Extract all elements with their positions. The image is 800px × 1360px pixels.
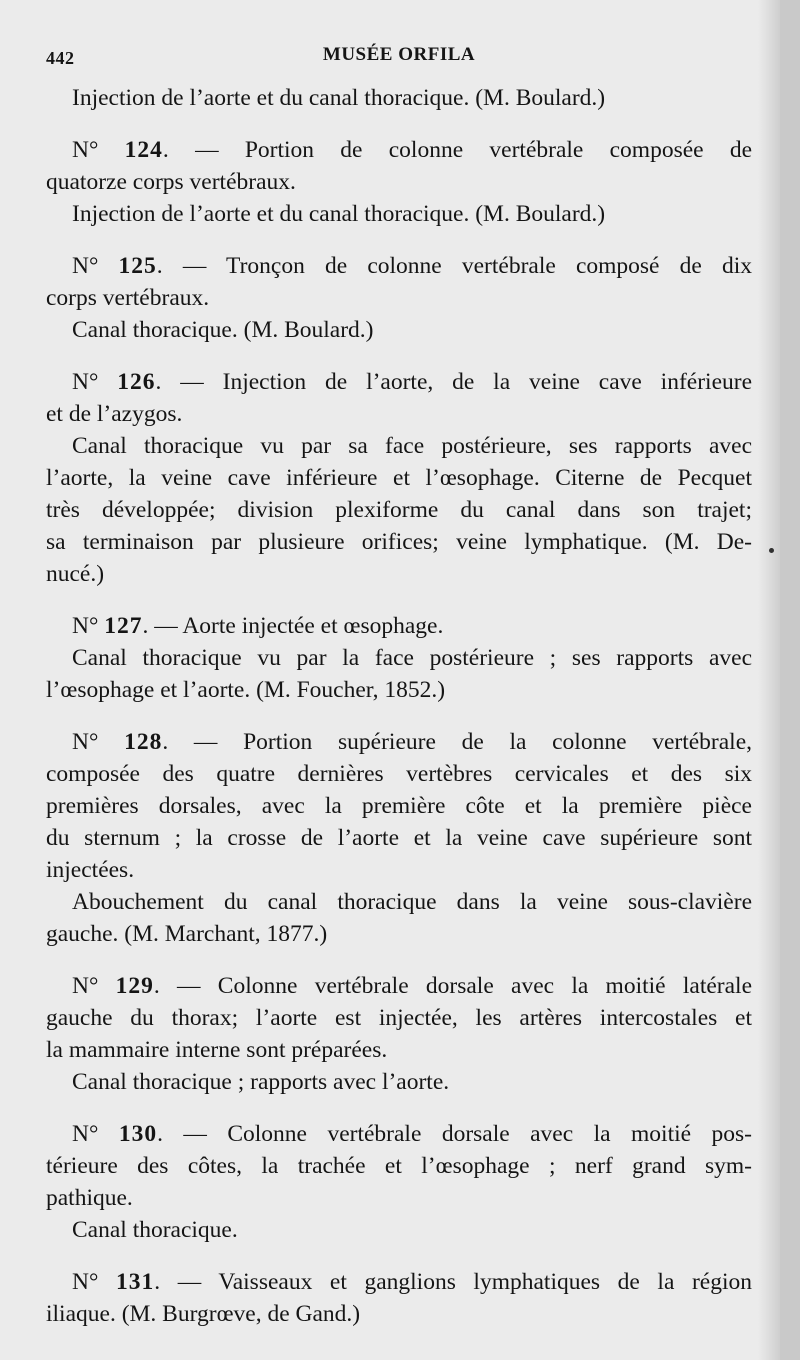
entry-text-line: N° 127. — Aorte injectée et œsophage. bbox=[72, 613, 444, 639]
entry-text-line: N° 129. — Colonne vertébrale dorsale avec la moitié latérale bbox=[72, 973, 752, 999]
entry-text-line bbox=[46, 198, 752, 230]
entry-number: 125 bbox=[118, 253, 157, 279]
entry-number-prefix: N° bbox=[72, 729, 99, 755]
entry-line-text: Canal thoracique vu par la face postérieure ; ses rapports avec bbox=[72, 645, 752, 671]
entry-number-prefix: N° bbox=[72, 613, 99, 639]
entry-line-text: — Colonne vertébrale dorsale avec la moitié pos- bbox=[183, 1121, 752, 1147]
entry-line-text: corps vertébraux. bbox=[46, 285, 210, 311]
entry-text-line bbox=[46, 790, 752, 822]
entry-line-text: — Injection de l’aorte, de la veine cave inférieure bbox=[180, 369, 753, 395]
entry-line-text: Canal thoracique. bbox=[72, 1217, 238, 1243]
entry-text-line bbox=[46, 430, 752, 462]
entry-text-line: N° 126. — Injection de l’aorte, de la veine cave inférieure bbox=[72, 369, 753, 395]
entry-text-line bbox=[46, 1182, 752, 1214]
catalogue-entry-125 bbox=[46, 250, 752, 346]
entry-number: 130 bbox=[118, 1121, 158, 1147]
entry-line-text: — Portion supérieure de la colonne vertébrale, bbox=[193, 729, 753, 755]
entry-text-line bbox=[46, 398, 752, 430]
entry-line-text: — Colonne vertébrale dorsale avec la moitié latérale bbox=[177, 973, 752, 999]
entry-number-prefix: N° bbox=[72, 1269, 99, 1295]
entry-line-text: composée des quatre dernières vertèbres cervicales et des six bbox=[46, 761, 752, 787]
catalogue-entry-129 bbox=[46, 970, 752, 1098]
catalogue-entry-127 bbox=[46, 610, 752, 706]
entry-number: 126 bbox=[117, 369, 156, 395]
entry-line-text: Canal thoracique. (M. Boulard.) bbox=[72, 317, 374, 343]
entry-text-line bbox=[46, 674, 752, 706]
entry-number: 127 bbox=[104, 613, 143, 639]
entry-line-text: l’aorte, la veine cave inférieure et l’œsophage. Citerne de Pecquet bbox=[46, 465, 752, 491]
running-title: MUSÉE ORFILA bbox=[322, 44, 476, 65]
entry-line-text: gauche. (M. Marchant, 1877.) bbox=[46, 921, 328, 947]
entry-text-line bbox=[46, 82, 752, 114]
catalogue-entry-128 bbox=[46, 726, 752, 950]
entry-text-line bbox=[46, 494, 752, 526]
entry-text-line: N° 128. — Portion supérieure de la colonne vertébrale, bbox=[72, 729, 753, 755]
entry-text-line bbox=[46, 854, 752, 886]
entry-line-text: — Portion de colonne vertébrale composée de bbox=[195, 137, 753, 163]
entry-line-text: Canal thoracique ; rapports avec l’aorte. bbox=[72, 1069, 450, 1095]
entry-number-prefix: N° bbox=[72, 137, 99, 163]
catalogue-entry-131 bbox=[46, 1266, 752, 1330]
entry-text-line bbox=[46, 282, 752, 314]
entry-text-line bbox=[46, 642, 752, 674]
entry-line-text: quatorze corps vertébraux. bbox=[46, 169, 296, 195]
entry-line-text: — Aorte injectée et œsophage. bbox=[154, 613, 444, 639]
entry-line-text: nucé.) bbox=[46, 561, 105, 587]
entry-text-line bbox=[46, 558, 752, 590]
entry-number-prefix: N° bbox=[72, 253, 99, 279]
entry-text-line bbox=[46, 918, 752, 950]
scan-speck bbox=[769, 548, 774, 553]
entry-number: 124 bbox=[124, 137, 163, 163]
entry-text-line: N° 125. — Tronçon de colonne vertébrale composé de dix bbox=[72, 253, 753, 279]
page-number: 442 bbox=[46, 48, 75, 68]
entry-line-text: la mammaire interne sont préparées. bbox=[46, 1037, 388, 1063]
entry-number: 131 bbox=[115, 1269, 155, 1295]
entry-line-text: Injection de l’aorte et du canal thoracique. (M. Boulard.) bbox=[72, 201, 606, 227]
catalogue-entry-124 bbox=[46, 134, 752, 230]
entry-line-text: gauche du thorax; l’aorte est injectée, les artères intercostales et bbox=[46, 1005, 752, 1031]
entry-text-line bbox=[46, 1066, 752, 1098]
entry-text-line bbox=[46, 1214, 752, 1246]
entry-line-text: Injection de l’aorte et du canal thoracique. (M. Boulard.) bbox=[72, 85, 606, 111]
catalogue-entries bbox=[46, 82, 752, 1330]
entry-line-text: du sternum ; la crosse de l’aorte et la veine cave supérieure sont bbox=[46, 825, 752, 851]
entry-number: 129 bbox=[115, 973, 154, 999]
entry-number-prefix: N° bbox=[72, 1121, 99, 1147]
entry-text-line bbox=[46, 822, 752, 854]
entry-text-line bbox=[46, 886, 752, 918]
entry-text-line bbox=[46, 462, 752, 494]
catalogue-entry-126 bbox=[46, 366, 752, 590]
entry-line-text: pathique. bbox=[46, 1185, 133, 1211]
entry-text-line bbox=[46, 758, 752, 790]
entry-line-text: térieure des côtes, la trachée et l’œsophage ; nerf grand sym- bbox=[46, 1153, 752, 1179]
entry-text-line bbox=[46, 1298, 752, 1330]
entry-line-text: — Tronçon de colonne vertébrale composé de dix bbox=[182, 253, 753, 279]
entry-text-line bbox=[46, 1034, 752, 1066]
entry-line-text: — Vaisseaux et ganglions lymphatiques de la région bbox=[177, 1269, 753, 1295]
entry-line-text: Canal thoracique vu par sa face postérieure, ses rapports avec bbox=[72, 433, 752, 459]
entry-line-text: injectées. bbox=[46, 857, 135, 883]
entry-text-line bbox=[46, 526, 752, 558]
entry-text-line bbox=[46, 1002, 752, 1034]
entry-number: 128 bbox=[124, 729, 163, 755]
entry-text-line bbox=[46, 1150, 752, 1182]
entry-text-line: N° 130. — Colonne vertébrale dorsale avec la moitié pos- bbox=[72, 1121, 752, 1147]
catalogue-entry-continued bbox=[46, 82, 752, 114]
entry-text-line bbox=[46, 314, 752, 346]
entry-line-text: Abouchement du canal thoracique dans la veine sous-clavière bbox=[72, 889, 752, 915]
entry-line-text: et de l’azygos. bbox=[46, 401, 183, 427]
entry-line-text: iliaque. (M. Burgrœve, de Gand.) bbox=[46, 1301, 361, 1327]
page-header bbox=[46, 38, 752, 82]
entry-text-line: N° 124. — Portion de colonne vertébrale composée de bbox=[72, 137, 753, 163]
entry-text-line: N° 131. — Vaisseaux et ganglions lymphatiques de la région bbox=[72, 1269, 753, 1295]
entry-text-line bbox=[46, 166, 752, 198]
entry-number-prefix: N° bbox=[72, 369, 99, 395]
entry-line-text: premières dorsales, avec la première côte et la première pièce bbox=[46, 793, 752, 819]
entry-line-text: très développée; division plexiforme du canal dans son trajet; bbox=[46, 497, 752, 523]
entry-line-text: sa terminaison par plusieure orifices; veine lymphatique. (M. De- bbox=[46, 529, 752, 555]
entry-line-text: l’œsophage et l’aorte. (M. Foucher, 1852.) bbox=[46, 677, 446, 703]
catalogue-entry-130 bbox=[46, 1118, 752, 1246]
entry-number-prefix: N° bbox=[72, 973, 99, 999]
